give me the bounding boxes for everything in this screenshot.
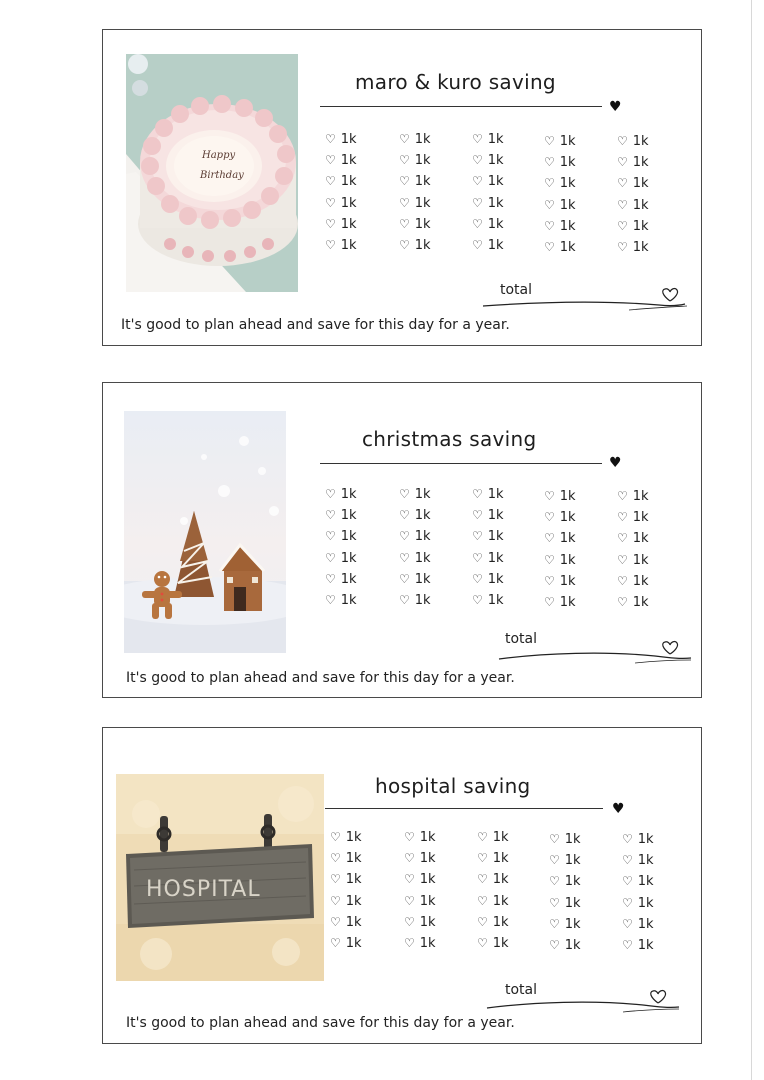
- saving-cell[interactable]: [404, 872, 436, 887]
- outline-heart-icon: ♡: [330, 936, 341, 950]
- motto-text: It's good to plan ahead and save for this day for a year.: [126, 670, 515, 686]
- outline-heart-icon: ♡: [622, 853, 633, 867]
- outline-heart-icon: ♡: [544, 240, 555, 254]
- saving-cell[interactable]: [325, 551, 357, 566]
- saving-cell[interactable]: [544, 198, 576, 213]
- outline-heart-icon: ♡: [622, 938, 633, 952]
- saving-cell-label: 1k: [414, 238, 431, 253]
- saving-cell-label: 1k: [414, 196, 431, 211]
- saving-cell-label: 1k: [559, 595, 576, 610]
- outline-heart-icon: ♡: [404, 894, 415, 908]
- saving-cell[interactable]: [622, 917, 654, 932]
- saving-cell-label: 1k: [340, 238, 357, 253]
- outline-heart-icon: ♡: [549, 896, 560, 910]
- outline-heart-icon: ♡: [544, 489, 555, 503]
- saving-cell-label: 1k: [419, 851, 436, 866]
- outline-heart-icon: ♡: [325, 217, 336, 231]
- total-label: total: [500, 282, 533, 298]
- saving-cell[interactable]: [404, 851, 436, 866]
- saving-cell[interactable]: [472, 238, 504, 253]
- saving-cell-label: 1k: [345, 872, 362, 887]
- outline-heart-icon: ♡: [549, 917, 560, 931]
- outline-heart-icon: ♡: [399, 508, 410, 522]
- saving-cell-label: 1k: [487, 238, 504, 253]
- saving-cell-label: 1k: [637, 832, 654, 847]
- saving-cell[interactable]: [330, 851, 362, 866]
- outline-heart-icon: ♡: [399, 551, 410, 565]
- outline-heart-icon: ♡: [622, 917, 633, 931]
- saving-cell-label: 1k: [487, 551, 504, 566]
- saving-cell-label: 1k: [559, 176, 576, 191]
- saving-cell-label: 1k: [419, 915, 436, 930]
- outline-heart-icon: ♡: [617, 595, 628, 609]
- saving-cell[interactable]: [617, 134, 649, 149]
- outline-heart-icon: ♡: [544, 595, 555, 609]
- outline-heart-icon: ♡: [472, 217, 483, 231]
- saving-cell[interactable]: [325, 572, 357, 587]
- saving-cell[interactable]: [544, 155, 576, 170]
- saving-cell-label: 1k: [564, 896, 581, 911]
- outline-heart-icon: ♡: [549, 938, 560, 952]
- outline-heart-icon: ♡: [477, 872, 488, 886]
- filled-heart-icon: ♥: [609, 99, 622, 115]
- saving-cell-label: 1k: [414, 132, 431, 147]
- saving-cell[interactable]: [325, 132, 357, 147]
- saving-cell[interactable]: [472, 196, 504, 211]
- saving-cell-label: 1k: [340, 217, 357, 232]
- saving-cell[interactable]: [325, 174, 357, 189]
- saving-cell[interactable]: [404, 894, 436, 909]
- outline-heart-icon: ♡: [404, 936, 415, 950]
- card-title: christmas saving: [362, 427, 537, 451]
- sign-text: HOSPITAL: [146, 877, 261, 902]
- saving-cell[interactable]: [472, 508, 504, 523]
- saving-cell[interactable]: [325, 593, 357, 608]
- saving-cell[interactable]: [549, 874, 581, 889]
- saving-cell[interactable]: [399, 593, 431, 608]
- outline-heart-icon: ♡: [472, 487, 483, 501]
- outline-heart-icon: ♡: [472, 153, 483, 167]
- saving-cell[interactable]: [617, 595, 649, 610]
- saving-cell[interactable]: [617, 574, 649, 589]
- outline-heart-icon: ♡: [477, 915, 488, 929]
- saving-cell[interactable]: [477, 830, 509, 845]
- saving-cell[interactable]: [325, 487, 357, 502]
- birthday-cake-photo: [126, 54, 298, 292]
- saving-cell[interactable]: [617, 176, 649, 191]
- saving-cell-label: 1k: [632, 595, 649, 610]
- outline-heart-icon: ♡: [325, 593, 336, 607]
- saving-cell-label: 1k: [492, 851, 509, 866]
- card-title: maro & kuro saving: [355, 70, 556, 94]
- outline-heart-icon: ♡: [399, 196, 410, 210]
- saving-cell-label: 1k: [632, 198, 649, 213]
- saving-cell[interactable]: [399, 196, 431, 211]
- saving-cell-label: 1k: [637, 896, 654, 911]
- saving-cell[interactable]: [622, 853, 654, 868]
- saving-cell-label: 1k: [414, 153, 431, 168]
- saving-cell-label: 1k: [632, 134, 649, 149]
- saving-cell[interactable]: [617, 531, 649, 546]
- saving-cell-label: 1k: [414, 593, 431, 608]
- saving-cell-label: 1k: [345, 830, 362, 845]
- outline-heart-icon: ♡: [472, 572, 483, 586]
- outline-heart-icon: ♡: [544, 155, 555, 169]
- saving-cell-label: 1k: [419, 830, 436, 845]
- saving-cell-label: 1k: [340, 174, 357, 189]
- saving-cell-label: 1k: [414, 217, 431, 232]
- outline-heart-icon: ♡: [330, 830, 341, 844]
- outline-heart-icon: ♡: [325, 551, 336, 565]
- outline-heart-icon: ♡: [404, 830, 415, 844]
- saving-cell[interactable]: [330, 830, 362, 845]
- outline-heart-icon: ♡: [399, 529, 410, 543]
- outline-heart-icon: ♡: [325, 153, 336, 167]
- saving-cell[interactable]: [622, 938, 654, 953]
- saving-cell[interactable]: [544, 510, 576, 525]
- saving-cell-label: 1k: [637, 917, 654, 932]
- saving-cell[interactable]: [544, 595, 576, 610]
- outline-heart-icon: ♡: [399, 174, 410, 188]
- saving-cell-label: 1k: [487, 174, 504, 189]
- page-edge-rule: [751, 0, 752, 1080]
- saving-cell[interactable]: [472, 551, 504, 566]
- outline-heart-icon: ♡: [472, 529, 483, 543]
- outline-heart-icon: ♡: [477, 851, 488, 865]
- saving-cell[interactable]: [330, 936, 362, 951]
- motto-text: It's good to plan ahead and save for this day for a year.: [121, 317, 510, 333]
- saving-cell[interactable]: [399, 132, 431, 147]
- saving-cell[interactable]: [399, 217, 431, 232]
- saving-cell[interactable]: [477, 894, 509, 909]
- saving-card-birthday: [102, 29, 702, 346]
- saving-cell-label: 1k: [487, 529, 504, 544]
- saving-cell[interactable]: [544, 176, 576, 191]
- saving-cell-label: 1k: [559, 134, 576, 149]
- outline-heart-icon: ♡: [622, 874, 633, 888]
- saving-cell-label: 1k: [632, 553, 649, 568]
- outline-heart-icon: ♡: [399, 572, 410, 586]
- outline-heart-icon: ♡: [544, 553, 555, 567]
- saving-cell-label: 1k: [340, 593, 357, 608]
- saving-cell-label: 1k: [564, 853, 581, 868]
- saving-card-christmas: [102, 382, 702, 698]
- saving-cell[interactable]: [330, 894, 362, 909]
- saving-cell[interactable]: [549, 832, 581, 847]
- saving-cell[interactable]: [404, 936, 436, 951]
- outline-heart-icon: ♡: [399, 238, 410, 252]
- saving-cell[interactable]: [330, 915, 362, 930]
- outline-heart-icon: ♡: [325, 196, 336, 210]
- outline-heart-icon: ♡: [325, 132, 336, 146]
- saving-cell-label: 1k: [340, 196, 357, 211]
- outline-heart-icon: ♡: [544, 574, 555, 588]
- saving-cell[interactable]: [544, 574, 576, 589]
- outline-heart-icon: ♡: [617, 553, 628, 567]
- saving-cell-label: 1k: [632, 219, 649, 234]
- saving-cell[interactable]: [477, 936, 509, 951]
- saving-cell[interactable]: [330, 872, 362, 887]
- saving-cell-label: 1k: [559, 553, 576, 568]
- saving-cell[interactable]: [399, 174, 431, 189]
- outline-heart-icon: ♡: [617, 176, 628, 190]
- saving-cell[interactable]: [549, 917, 581, 932]
- outline-heart-icon: ♡: [330, 894, 341, 908]
- saving-cell[interactable]: [399, 487, 431, 502]
- saving-cell-label: 1k: [487, 153, 504, 168]
- saving-cell[interactable]: [549, 938, 581, 953]
- saving-cell[interactable]: [617, 510, 649, 525]
- saving-cell[interactable]: [325, 153, 357, 168]
- outline-heart-icon: ♡: [549, 832, 560, 846]
- saving-cell-label: 1k: [487, 508, 504, 523]
- outline-heart-icon: ♡: [472, 132, 483, 146]
- outline-heart-icon: ♡: [544, 176, 555, 190]
- saving-cell-label: 1k: [564, 938, 581, 953]
- saving-cell[interactable]: [472, 217, 504, 232]
- saving-cell-label: 1k: [414, 174, 431, 189]
- outline-heart-icon: ♡: [472, 593, 483, 607]
- total-label: total: [505, 982, 538, 998]
- saving-cell[interactable]: [325, 217, 357, 232]
- saving-cell-label: 1k: [559, 155, 576, 170]
- saving-cell[interactable]: [399, 153, 431, 168]
- saving-cell-label: 1k: [559, 489, 576, 504]
- card-title: hospital saving: [375, 774, 531, 798]
- outline-heart-icon: ♡: [399, 217, 410, 231]
- outline-heart-icon: ♡: [325, 529, 336, 543]
- saving-cell[interactable]: [622, 874, 654, 889]
- saving-cell-label: 1k: [487, 593, 504, 608]
- doodle-heart-icon: [659, 639, 681, 657]
- saving-cell[interactable]: [477, 915, 509, 930]
- saving-cell-label: 1k: [414, 529, 431, 544]
- saving-cell-label: 1k: [632, 531, 649, 546]
- outline-heart-icon: ♡: [617, 489, 628, 503]
- saving-cell[interactable]: [325, 508, 357, 523]
- outline-heart-icon: ♡: [549, 874, 560, 888]
- saving-cell-label: 1k: [345, 915, 362, 930]
- saving-cell-label: 1k: [340, 551, 357, 566]
- saving-cell[interactable]: [325, 238, 357, 253]
- outline-heart-icon: ♡: [472, 174, 483, 188]
- outline-heart-icon: ♡: [404, 872, 415, 886]
- saving-cell-label: 1k: [632, 510, 649, 525]
- outline-heart-icon: ♡: [477, 936, 488, 950]
- saving-cell-label: 1k: [632, 574, 649, 589]
- title-underline: [320, 106, 602, 107]
- saving-cell[interactable]: [544, 553, 576, 568]
- saving-cell-label: 1k: [492, 872, 509, 887]
- outline-heart-icon: ♡: [325, 238, 336, 252]
- saving-cell[interactable]: [617, 155, 649, 170]
- saving-cell-label: 1k: [492, 894, 509, 909]
- saving-cell-label: 1k: [559, 510, 576, 525]
- saving-cell-label: 1k: [559, 574, 576, 589]
- outline-heart-icon: ♡: [544, 531, 555, 545]
- saving-cell[interactable]: [617, 489, 649, 504]
- saving-cell[interactable]: [472, 593, 504, 608]
- saving-cell-label: 1k: [492, 830, 509, 845]
- saving-cell-label: 1k: [419, 872, 436, 887]
- saving-cell[interactable]: [477, 851, 509, 866]
- saving-cell-label: 1k: [559, 219, 576, 234]
- saving-cell-label: 1k: [637, 853, 654, 868]
- saving-cell-label: 1k: [414, 572, 431, 587]
- outline-heart-icon: ♡: [330, 851, 341, 865]
- doodle-heart-icon: [659, 286, 681, 304]
- saving-cell[interactable]: [399, 238, 431, 253]
- outline-heart-icon: ♡: [617, 134, 628, 148]
- outline-heart-icon: ♡: [617, 240, 628, 254]
- motto-text: It's good to plan ahead and save for this day for a year.: [126, 1015, 515, 1031]
- saving-cell[interactable]: [472, 572, 504, 587]
- saving-cell-label: 1k: [414, 508, 431, 523]
- outline-heart-icon: ♡: [399, 593, 410, 607]
- saving-card-hospital: [102, 727, 702, 1044]
- saving-cell-label: 1k: [632, 155, 649, 170]
- outline-heart-icon: ♡: [544, 134, 555, 148]
- total-label: total: [505, 631, 538, 647]
- saving-cell-label: 1k: [414, 487, 431, 502]
- saving-cell-label: 1k: [487, 217, 504, 232]
- saving-cell[interactable]: [477, 872, 509, 887]
- saving-cell-label: 1k: [487, 487, 504, 502]
- saving-cell-label: 1k: [345, 936, 362, 951]
- saving-cell-label: 1k: [632, 176, 649, 191]
- saving-cell-label: 1k: [487, 196, 504, 211]
- saving-cell[interactable]: [472, 153, 504, 168]
- saving-cell[interactable]: [617, 240, 649, 255]
- saving-cell[interactable]: [544, 219, 576, 234]
- outline-heart-icon: ♡: [622, 832, 633, 846]
- saving-cell-label: 1k: [637, 874, 654, 889]
- saving-cell-label: 1k: [340, 572, 357, 587]
- outline-heart-icon: ♡: [404, 851, 415, 865]
- saving-cell-label: 1k: [564, 917, 581, 932]
- outline-heart-icon: ♡: [544, 198, 555, 212]
- saving-cell[interactable]: [399, 551, 431, 566]
- outline-heart-icon: ♡: [472, 508, 483, 522]
- cake-text-birthday: Birthday: [200, 170, 244, 181]
- title-underline: [320, 463, 602, 464]
- outline-heart-icon: ♡: [617, 531, 628, 545]
- outline-heart-icon: ♡: [549, 853, 560, 867]
- saving-cell[interactable]: [617, 198, 649, 213]
- saving-cell-label: 1k: [345, 851, 362, 866]
- hospital-sign-photo: [116, 774, 324, 981]
- saving-cell[interactable]: [544, 489, 576, 504]
- outline-heart-icon: ♡: [617, 219, 628, 233]
- outline-heart-icon: ♡: [325, 508, 336, 522]
- outline-heart-icon: ♡: [617, 198, 628, 212]
- saving-cell[interactable]: [617, 219, 649, 234]
- saving-cell-label: 1k: [487, 132, 504, 147]
- saving-cell[interactable]: [404, 830, 436, 845]
- saving-cell[interactable]: [472, 487, 504, 502]
- saving-cell[interactable]: [325, 529, 357, 544]
- saving-cell-label: 1k: [559, 198, 576, 213]
- filled-heart-icon: ♥: [609, 455, 622, 471]
- title-underline: [325, 808, 603, 809]
- saving-cell[interactable]: [549, 896, 581, 911]
- saving-cell[interactable]: [617, 553, 649, 568]
- outline-heart-icon: ♡: [399, 487, 410, 501]
- outline-heart-icon: ♡: [477, 894, 488, 908]
- saving-cell-label: 1k: [632, 489, 649, 504]
- cake-text-happy: Happy: [202, 150, 236, 161]
- outline-heart-icon: ♡: [330, 872, 341, 886]
- saving-cell[interactable]: [325, 196, 357, 211]
- saving-cell[interactable]: [399, 529, 431, 544]
- saving-cell[interactable]: [544, 134, 576, 149]
- saving-cell-label: 1k: [492, 915, 509, 930]
- outline-heart-icon: ♡: [544, 219, 555, 233]
- gingerbread-house-photo: [124, 411, 286, 653]
- outline-heart-icon: ♡: [544, 510, 555, 524]
- doodle-heart-icon: [647, 988, 669, 1006]
- outline-heart-icon: ♡: [325, 572, 336, 586]
- outline-heart-icon: ♡: [330, 915, 341, 929]
- filled-heart-icon: ♥: [612, 801, 625, 817]
- saving-cell[interactable]: [472, 529, 504, 544]
- outline-heart-icon: ♡: [617, 574, 628, 588]
- saving-cell-label: 1k: [340, 132, 357, 147]
- saving-cell-label: 1k: [340, 529, 357, 544]
- saving-cell-label: 1k: [340, 508, 357, 523]
- outline-heart-icon: ♡: [477, 830, 488, 844]
- saving-cell-label: 1k: [564, 874, 581, 889]
- saving-cell[interactable]: [399, 572, 431, 587]
- saving-cell[interactable]: [622, 832, 654, 847]
- saving-cell-label: 1k: [559, 531, 576, 546]
- saving-cell[interactable]: [549, 853, 581, 868]
- saving-cell-label: 1k: [419, 894, 436, 909]
- saving-cell[interactable]: [544, 240, 576, 255]
- outline-heart-icon: ♡: [472, 238, 483, 252]
- saving-cell[interactable]: [544, 531, 576, 546]
- saving-cell-label: 1k: [340, 487, 357, 502]
- outline-heart-icon: ♡: [617, 510, 628, 524]
- outline-heart-icon: ♡: [617, 155, 628, 169]
- saving-cell-label: 1k: [632, 240, 649, 255]
- saving-cell-label: 1k: [492, 936, 509, 951]
- saving-cell-label: 1k: [345, 894, 362, 909]
- saving-cell-label: 1k: [559, 240, 576, 255]
- saving-cell-label: 1k: [419, 936, 436, 951]
- outline-heart-icon: ♡: [325, 174, 336, 188]
- saving-cell[interactable]: [399, 508, 431, 523]
- outline-heart-icon: ♡: [472, 551, 483, 565]
- saving-cell[interactable]: [622, 896, 654, 911]
- saving-cell[interactable]: [404, 915, 436, 930]
- saving-cell-label: 1k: [487, 572, 504, 587]
- outline-heart-icon: ♡: [404, 915, 415, 929]
- outline-heart-icon: ♡: [472, 196, 483, 210]
- outline-heart-icon: ♡: [399, 153, 410, 167]
- outline-heart-icon: ♡: [622, 896, 633, 910]
- saving-cell[interactable]: [472, 174, 504, 189]
- saving-cell-label: 1k: [340, 153, 357, 168]
- outline-heart-icon: ♡: [325, 487, 336, 501]
- saving-cell-label: 1k: [564, 832, 581, 847]
- saving-cell[interactable]: [472, 132, 504, 147]
- saving-cell-label: 1k: [637, 938, 654, 953]
- outline-heart-icon: ♡: [399, 132, 410, 146]
- saving-cell-label: 1k: [414, 551, 431, 566]
